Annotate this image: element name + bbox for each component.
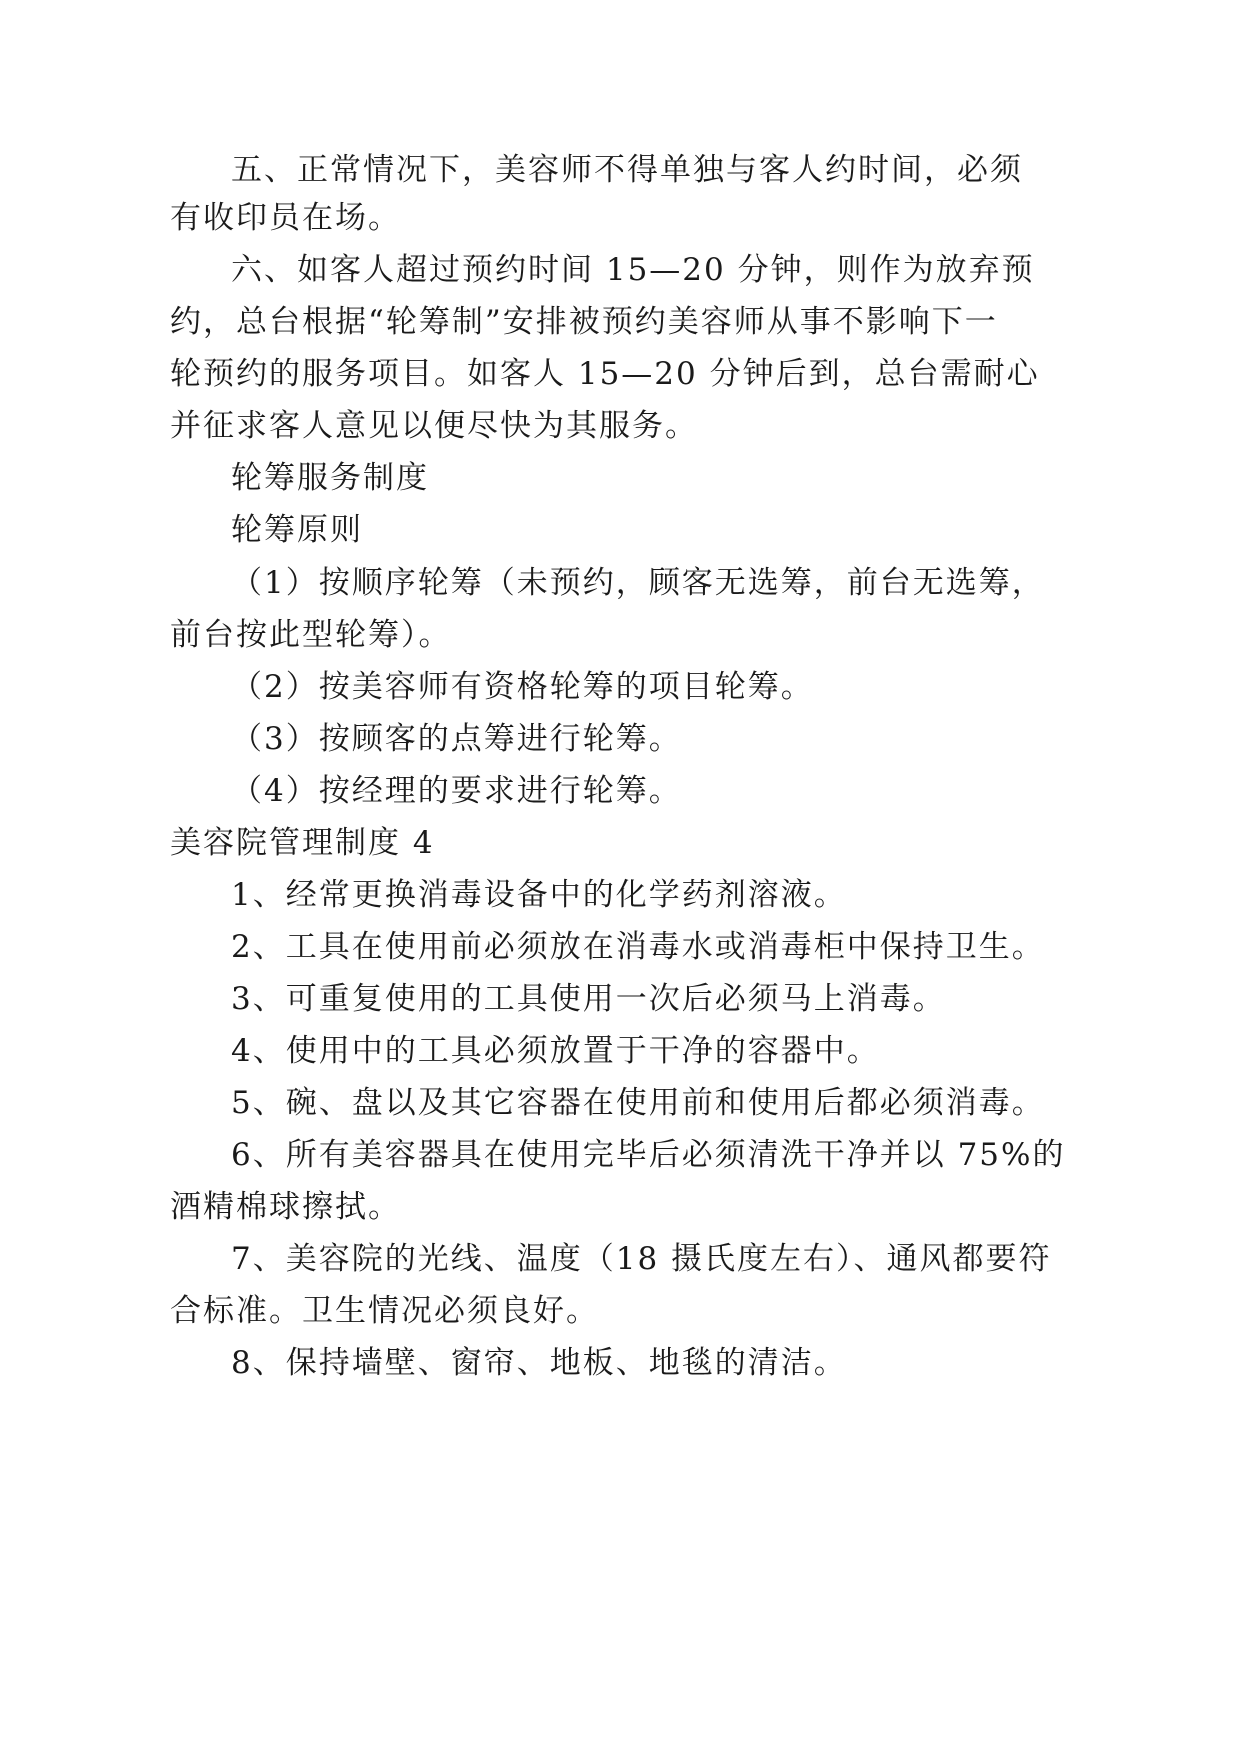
rule-1-line-2: 前台按此型轮筹）。 [170, 617, 452, 653]
item-8: 8、保持墙壁、窗帘、地板、地毯的清洁。 [231, 1345, 847, 1381]
paragraph-6-line-2: 约，总台根据“轮筹制”安排被预约美容师从事不影响下一 [170, 304, 998, 340]
item-3: 3、可重复使用的工具使用一次后必须马上消毒。 [231, 981, 946, 1017]
item-1: 1、经常更换消毒设备中的化学药剂溶液。 [231, 877, 847, 913]
rule-4: （4）按经理的要求进行轮筹。 [231, 773, 682, 809]
paragraph-6-line-4: 并征求客人意见以便尽快为其服务。 [170, 408, 698, 444]
paragraph-6-line-1: 六、如客人超过预约时间 15—20 分钟，则作为放弃预 [231, 252, 1035, 288]
rule-1-line-1: （1）按顺序轮筹（未预约，顾客无选筹，前台无选筹， [231, 565, 1045, 601]
paragraph-5-line-2: 有收印员在场。 [170, 200, 401, 236]
section-heading-rotation-service: 轮筹服务制度 [231, 460, 429, 496]
item-7-line-1: 7、美容院的光线、温度（18 摄氏度左右）、通风都要符 [231, 1241, 1052, 1277]
item-6-line-1: 6、所有美容器具在使用完毕后必须清洗干净并以 75%的 [231, 1137, 1066, 1173]
section-heading-rotation-principle: 轮筹原则 [231, 512, 363, 548]
rule-3: （3）按顾客的点筹进行轮筹。 [231, 721, 682, 757]
item-6-line-2: 酒精棉球擦拭。 [170, 1189, 401, 1225]
item-2: 2、工具在使用前必须放在消毒水或消毒柜中保持卫生。 [231, 929, 1045, 965]
paragraph-5-line-1: 五、正常情况下，美容师不得单独与客人约时间，必须 [231, 152, 1023, 188]
section-title-management-4: 美容院管理制度 4 [170, 825, 435, 861]
rule-2: （2）按美容师有资格轮筹的项目轮筹。 [231, 669, 814, 705]
item-7-line-2: 合标准。卫生情况必须良好。 [170, 1293, 599, 1329]
item-4: 4、使用中的工具必须放置于干净的容器中。 [231, 1033, 880, 1069]
item-5: 5、碗、盘以及其它容器在使用前和使用后都必须消毒。 [231, 1085, 1045, 1121]
paragraph-6-line-3: 轮预约的服务项目。如客人 15—20 分钟后到，总台需耐心 [170, 356, 1040, 392]
